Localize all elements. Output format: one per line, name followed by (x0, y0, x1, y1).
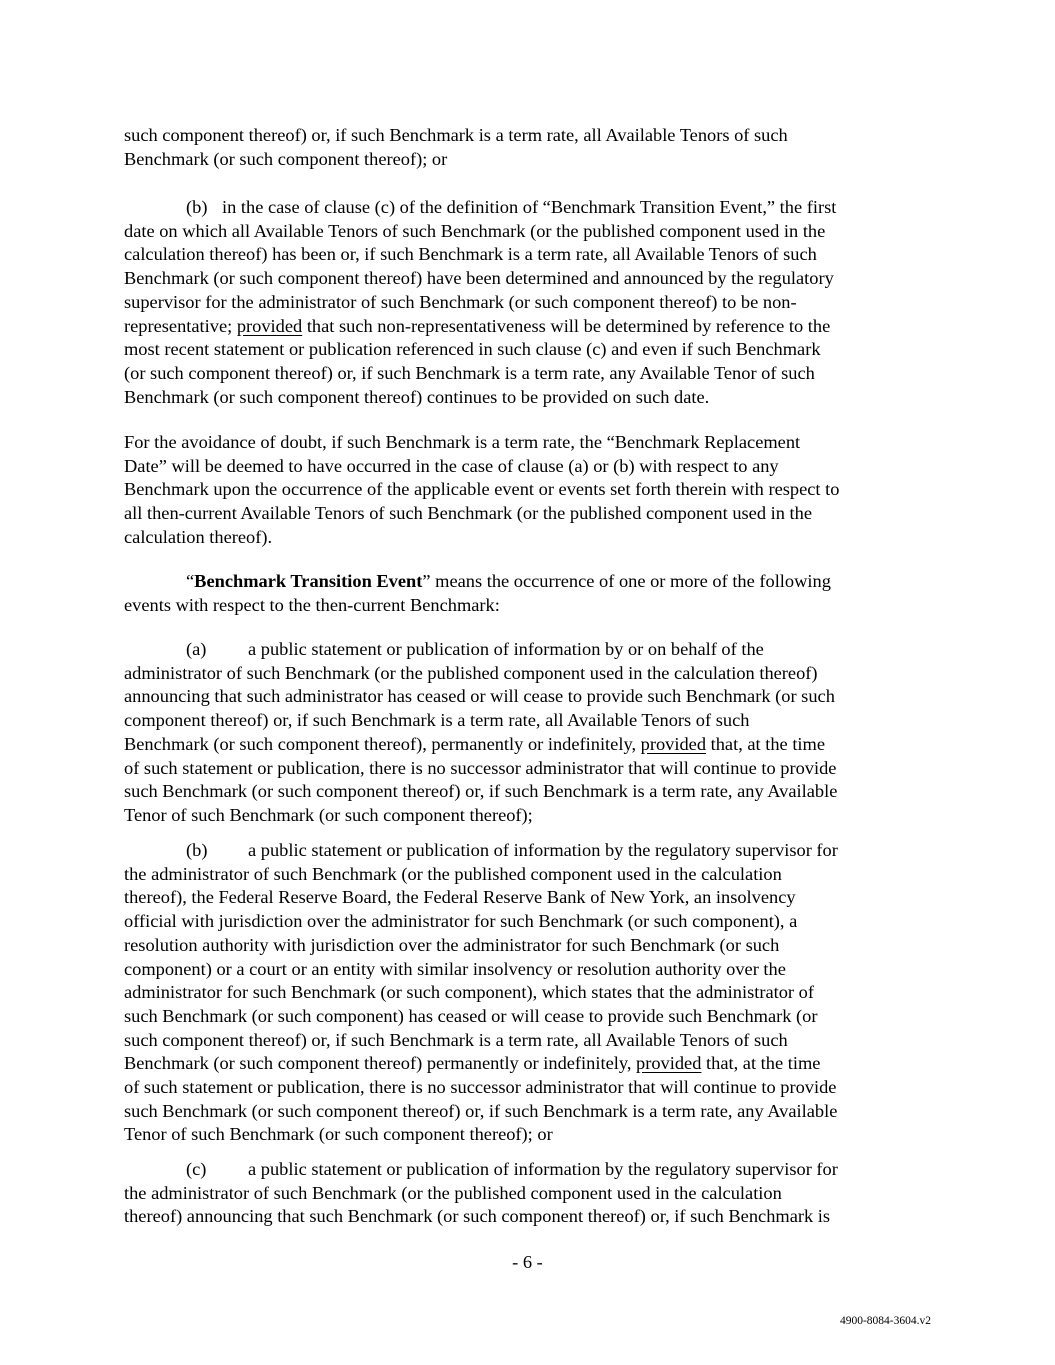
text-line: Benchmark (or such component thereof) permanently or indefinitely, (124, 1053, 637, 1074)
text-line: the administrator of such Benchmark (or the published component used in the calculation (124, 1182, 782, 1203)
text-line: in the case of clause (c) of the definition of “Benchmark Transition Event,” the first (222, 197, 837, 217)
text-line: Benchmark (or such component thereof) continues to be provided on such date. (124, 386, 710, 407)
text-line: (or such component thereof) or, if such Benchmark is a term rate, any Available Tenor of such (124, 362, 815, 383)
text-line: the administrator of such Benchmark (or the published component used in the calculation (124, 863, 782, 884)
transition-event-a (124, 638, 936, 828)
page-number: - 6 - (512, 1252, 543, 1272)
text-line: all then-current Available Tenors of such Benchmark (or the published component used in the (124, 503, 812, 524)
text-line: of such statement or publication, there is no successor administrator that will continue to provide (124, 757, 837, 778)
text-line: a public statement or publication of information by the regulatory supervisor for (248, 840, 838, 860)
transition-event-c (124, 1158, 936, 1229)
text-line: For the avoidance of doubt, if such Benchmark is a term rate, the “Benchmark Replacement (124, 432, 801, 452)
transition-event-b (124, 839, 936, 1147)
text-line: calculation thereof). (124, 526, 273, 547)
defined-term: Benchmark Transition Event (194, 571, 423, 591)
provided-underlined: provided (636, 1053, 702, 1074)
open-quote: “ (186, 571, 195, 591)
text-line: calculation thereof) has been or, if such Benchmark is a term rate, all Available Tenors of such (124, 244, 817, 265)
text-line: such Benchmark (or such component thereof) or, if such Benchmark is a term rate, any Available (124, 1100, 838, 1121)
clause-label: (a) (186, 639, 207, 659)
avoidance-of-doubt-paragraph (124, 431, 936, 550)
provided-underlined: provided (236, 315, 303, 336)
clause-label: (c) (186, 1159, 207, 1179)
text-line: of such statement or publication, there is no successor administrator that will continue to provide (124, 1077, 837, 1098)
clause-label: (b) (186, 197, 208, 217)
text-line: most recent statement or publication referenced in such clause (c) and even if such Benchmark (124, 339, 821, 360)
document-id: 4900-8084-3604.v2 (839, 1315, 931, 1327)
text-line: that, at the time (706, 733, 826, 754)
text-line: thereof), the Federal Reserve Board, the Federal Reserve Bank of New York, an insolvency (124, 887, 796, 908)
continuation-paragraph (124, 124, 936, 171)
text-line: representative; (124, 315, 237, 336)
text-line: Benchmark (or such component thereof), permanently or indefinitely, (124, 733, 641, 754)
text-line: Tenor of such Benchmark (or such component thereof); (124, 804, 533, 825)
text-line: ” means the occurrence of one or more of the following (422, 571, 831, 591)
text-line: resolution authority with jurisdiction over the administrator for such Benchmark (or such (124, 934, 780, 955)
text-line: official with jurisdiction over the administrator for such Benchmark (or such component), a (124, 911, 798, 932)
text-line: events with respect to the then-current Benchmark: (124, 594, 500, 615)
text-line: such component thereof) or, if such Benchmark is a term rate, all Available Tenors of such (124, 1029, 788, 1050)
text-line: component) or a court or an entity with similar insolvency or resolution authority over the (124, 958, 786, 979)
text-line: a public statement or publication of information by the regulatory supervisor for (248, 1159, 838, 1179)
transition-event-definition (124, 570, 936, 617)
text-line: Benchmark (or such component thereof); or (124, 148, 448, 169)
replacement-date-clause-b (124, 196, 936, 409)
text-line: such Benchmark (or such component thereof) or, if such Benchmark is a term rate, any Available (124, 781, 838, 802)
text-line: Date” will be deemed to have occurred in the case of clause (a) or (b) with respect to any (124, 455, 779, 476)
text-line: a public statement or publication of information by or on behalf of the (248, 639, 764, 659)
text-line: thereof) announcing that such Benchmark (or such component thereof) or, if such Benchmark is (124, 1206, 831, 1227)
text-line: Benchmark (or such component thereof) have been determined and announced by the regulatory (124, 268, 834, 289)
text-line: Tenor of such Benchmark (or such component thereof); or (124, 1124, 553, 1145)
text-line: Benchmark upon the occurrence of the applicable event or events set forth therein with respect to (124, 479, 840, 500)
text-line: that such non-representativeness will be determined by reference to the (302, 315, 831, 336)
text-line: announcing that such administrator has ceased or will cease to provide such Benchmark (or such (124, 686, 835, 707)
text-line: administrator for such Benchmark (or such component), which states that the administrator of (124, 982, 814, 1003)
text-line: that, at the time (701, 1053, 821, 1074)
text-line: date on which all Available Tenors of such Benchmark (or the published component used in the (124, 220, 826, 241)
provided-underlined: provided (640, 733, 707, 754)
text-line: component thereof) or, if such Benchmark is a term rate, all Available Tenors of such (124, 710, 750, 731)
clause-label: (b) (186, 840, 208, 860)
text-line: such component thereof) or, if such Benchmark is a term rate, all Available Tenors of such (124, 125, 788, 145)
text-line: administrator of such Benchmark (or the published component used in the calculation thereof) (124, 662, 818, 683)
text-line: such Benchmark (or such component) has ceased or will cease to provide such Benchmark (or (124, 1005, 818, 1026)
text-line: supervisor for the administrator of such Benchmark (or such component thereof) to be non- (124, 291, 797, 312)
